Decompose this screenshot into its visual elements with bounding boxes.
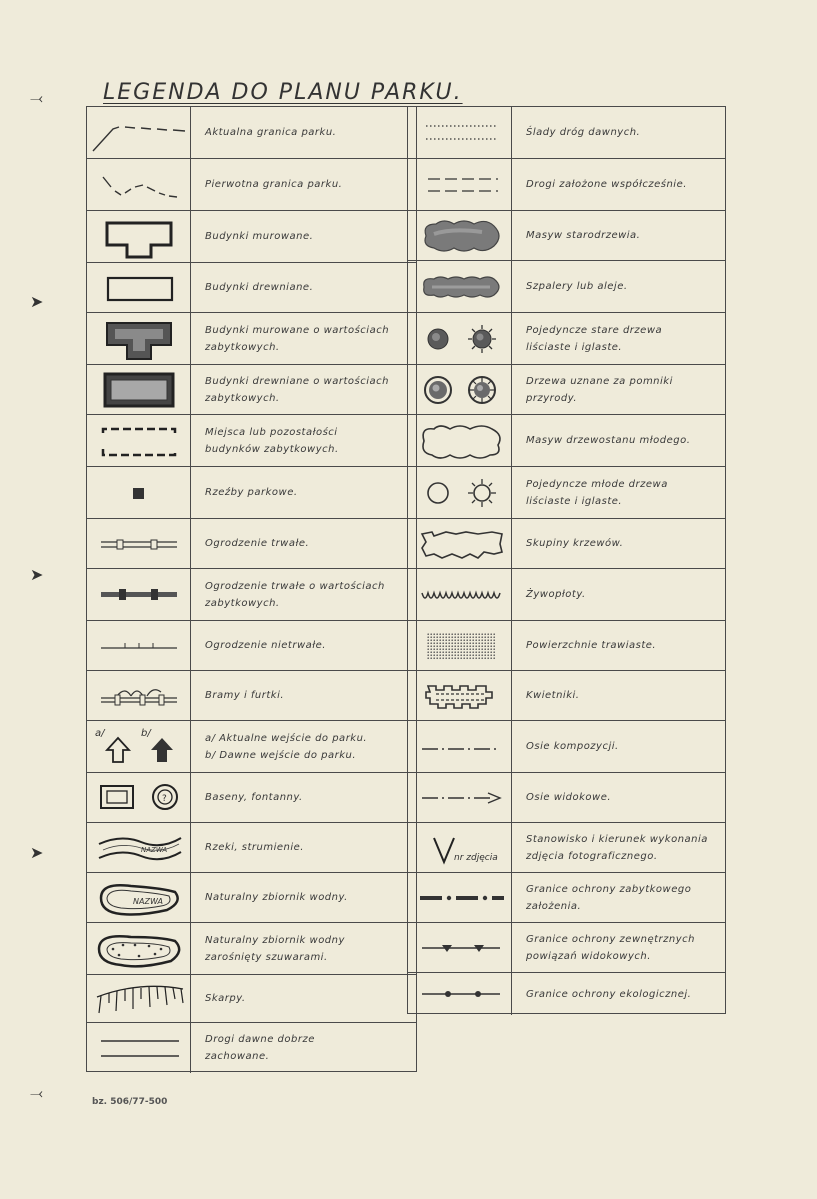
legend-row: [87, 773, 416, 823]
historic-wooden-building-icon: [87, 365, 191, 414]
hedge-icon: [408, 569, 512, 620]
legend-row: [408, 873, 725, 923]
legend-label: Miejsca lub pozostałości budynków zabytkowych.: [205, 426, 339, 455]
legend-label: Granice ochrony ekologicznej.: [526, 988, 692, 1000]
legend-label: Rzeki, strumienie.: [205, 842, 304, 853]
legend-label: Pojedyncze stare drzewa liściaste i iglaste.: [526, 324, 663, 353]
photo-number-label: nr zdjęcia: [453, 852, 498, 863]
legend-label: Powierzchnie trawiaste.: [526, 640, 657, 651]
legend-row: [87, 823, 416, 873]
legend-label: Naturalny zbiornik wodny.: [205, 892, 348, 903]
legend-row: [87, 313, 416, 365]
legend-label: Baseny, fontanny.: [205, 792, 303, 803]
legend-row: [87, 569, 416, 621]
legend-row: [87, 1023, 416, 1073]
slope-icon: [87, 975, 191, 1022]
sculpture-icon: [87, 467, 191, 518]
current-boundary-icon: [87, 107, 191, 158]
legend-row: [408, 671, 725, 721]
overgrown-pond-icon: [87, 923, 191, 974]
legend-row: [408, 415, 725, 467]
legend-label: Aktualna granica parku.: [205, 127, 337, 138]
river-icon: [87, 823, 191, 872]
legend-label: Rzeźby parkowe.: [205, 487, 298, 498]
legend-label: Drogi założone współcześnie.: [526, 179, 687, 190]
flowerbeds-icon: [408, 671, 512, 720]
legend-row: [408, 973, 725, 1015]
legend-row: [87, 263, 416, 313]
legend-row: [408, 721, 725, 773]
legend-label: Budynki murowane.: [205, 231, 314, 242]
legend-label: Kwietniki.: [526, 690, 580, 701]
legend-label: Osie widokowe.: [526, 792, 612, 803]
shrub-groups-icon: [408, 519, 512, 568]
brick-building-icon: [87, 211, 191, 262]
legend-row: [408, 621, 725, 671]
legend-row: [408, 107, 725, 159]
legend-row: [408, 159, 725, 211]
legend-label: Drzewa uznane za pomniki przyrody.: [526, 375, 673, 404]
print-reference: bz. 506/77-500: [92, 1097, 168, 1107]
legend-label: Osie kompozycji.: [526, 741, 619, 752]
legend-right-column: [407, 106, 726, 1014]
original-boundary-icon: [87, 159, 191, 210]
legend-row: [87, 467, 416, 519]
wooden-building-icon: [87, 263, 191, 312]
pond-name-label: NAZWA: [132, 896, 163, 906]
page-title: LEGENDA DO PLANU PARKU.: [103, 80, 463, 105]
legend-label: Skarpy.: [205, 993, 246, 1004]
historic-brick-building-icon: [87, 313, 191, 364]
composition-axes-icon: [408, 721, 512, 772]
young-tree-mass-icon: [408, 415, 512, 466]
legend-label: Ogrodzenie trwałe.: [205, 538, 310, 549]
legend-row: [408, 211, 725, 261]
legend-row: [87, 671, 416, 721]
legend-label: Budynki drewniane.: [205, 282, 314, 293]
legend-label: Ogrodzenie trwałe o wartościach zabytkowych.: [205, 580, 385, 609]
hole-mark-icon: ⤙: [30, 1083, 43, 1102]
legend-label: Masyw drzewostanu młodego.: [526, 435, 691, 446]
external-views-protection-icon: [408, 923, 512, 972]
pool-fountain-icon: [87, 773, 191, 822]
legend-row: [408, 569, 725, 621]
legend-label: Naturalny zbiornik wodny zarośnięty szuwarami.: [205, 934, 345, 963]
lawn-icon: [408, 621, 512, 670]
legend-label: Ogrodzenie nietrwałe.: [205, 640, 326, 651]
legend-label: a/ Aktualne wejście do parku. b/ Dawne wejście do parku.: [205, 732, 368, 761]
legend-row: [87, 873, 416, 923]
legend-label: Budynki drewniane o wartościach zabytkowych.: [205, 375, 389, 404]
entrance-b-label: b/: [140, 727, 151, 739]
legend-label: Stanowisko i kierunek wykonania zdjęcia fotograficznego.: [526, 833, 708, 862]
legend-label: Żywopłoty.: [526, 589, 586, 600]
legend-label: Ślady dróg dawnych.: [526, 127, 641, 138]
legend-row: [87, 107, 416, 159]
legend-row: [87, 975, 416, 1023]
legend-label: Skupiny krzewów.: [526, 538, 624, 549]
legend-left-column: [86, 106, 417, 1072]
legend-row: [87, 621, 416, 671]
heritage-protection-icon: [408, 873, 512, 922]
legend-row: [87, 519, 416, 569]
hole-mark-icon: ➤: [30, 843, 44, 862]
old-single-trees-icon: [408, 313, 512, 364]
legend-row: [87, 415, 416, 467]
legend-row: [408, 773, 725, 823]
legend-row: [408, 313, 725, 365]
modern-roads-icon: [408, 159, 512, 210]
legend-label: Budynki murowane o wartościach zabytkowych.: [205, 324, 390, 353]
svg-text:?: ?: [161, 793, 167, 804]
ecological-protection-icon: [408, 973, 512, 1015]
hole-mark-icon: ⤙: [30, 88, 43, 107]
old-tree-mass-icon: [408, 211, 512, 260]
legend-row: [87, 211, 416, 263]
old-road-traces-icon: [408, 107, 512, 158]
legend-row: [408, 261, 725, 313]
legend-row: [408, 365, 725, 415]
legend-row: [408, 519, 725, 569]
legend-row: [87, 923, 416, 975]
young-single-trees-icon: [408, 467, 512, 518]
photo-point-icon: [408, 823, 512, 872]
legend-label: Szpalery lub aleje.: [526, 281, 628, 292]
legend-row: [408, 923, 725, 973]
legend-label: Pierwotna granica parku.: [205, 179, 343, 190]
legend-label: Pojedyncze młode drzewa liściaste i iglaste.: [526, 478, 668, 507]
monument-trees-icon: [408, 365, 512, 414]
legend-row: [87, 721, 416, 773]
legend-row: [87, 159, 416, 211]
entrance-arrows-icon: [87, 721, 191, 772]
legend-row: [408, 467, 725, 519]
historic-fence-icon: [87, 569, 191, 620]
legend-label: Drogi dawne dobrze zachowane.: [205, 1034, 315, 1062]
temporary-fence-icon: [87, 621, 191, 670]
alley-icon: [408, 261, 512, 312]
hole-mark-icon: ➤: [30, 292, 44, 311]
gates-icon: [87, 671, 191, 720]
building-remains-icon: [87, 415, 191, 466]
legend-label: Masyw starodrzewia.: [526, 230, 641, 241]
old-roads-icon: [87, 1023, 191, 1073]
entrance-a-label: a/: [94, 727, 104, 739]
legend-row: [408, 823, 725, 873]
view-axes-icon: [408, 773, 512, 822]
legend-row: [87, 365, 416, 415]
legend-label: Bramy i furtki.: [205, 690, 285, 701]
permanent-fence-icon: [87, 519, 191, 568]
legend-label: Granice ochrony zewnętrznych powiązań widokowych.: [526, 933, 695, 962]
hole-mark-icon: ➤: [30, 565, 44, 584]
legend-label: Granice ochrony zabytkowego założenia.: [526, 883, 692, 912]
pond-icon: [87, 873, 191, 922]
river-name-label: NAZWA: [140, 845, 167, 854]
